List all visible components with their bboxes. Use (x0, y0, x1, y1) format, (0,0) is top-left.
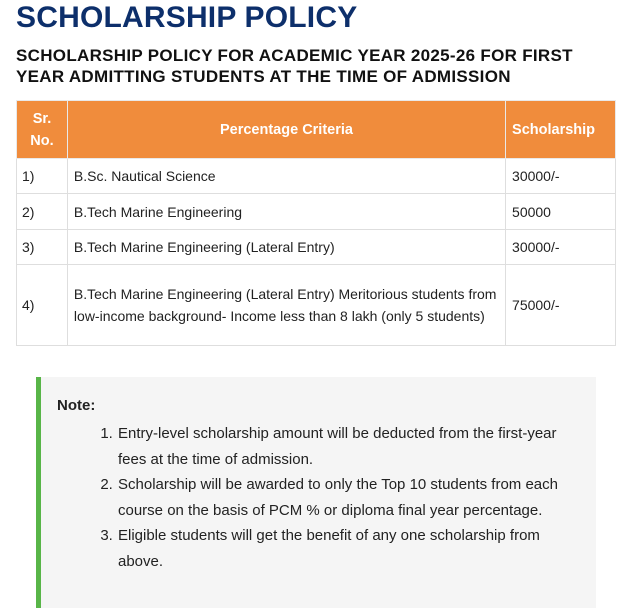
cell-scholarship: 50000 (506, 194, 616, 230)
cell-sr: 1) (17, 159, 68, 194)
note-item: 2. Scholarship will be awarded to only the Top 10 students from each course on the basis of PCM % or diploma final year percentage. (117, 472, 580, 523)
note-label: Note: (57, 397, 96, 414)
cell-sr: 3) (17, 230, 68, 265)
cell-scholarship: 30000/- (506, 159, 616, 194)
cell-scholarship: 75000/- (506, 265, 616, 346)
table-header-row (17, 101, 616, 159)
scholarship-table (16, 100, 616, 346)
table-row (17, 230, 616, 265)
cell-scholarship: 30000/- (506, 230, 616, 265)
cell-sr: 4) (17, 265, 68, 346)
note-item: 1. Entry-level scholarship amount will be deducted from the first-year fees at the time of admission. (117, 421, 580, 472)
note-item: 3. Eligible students will get the benefit of any one scholarship from above. (117, 523, 580, 574)
table-row (17, 265, 616, 346)
cell-sr: 2) (17, 194, 68, 230)
cell-criteria: B.Sc. Nautical Science (67, 159, 505, 194)
page-title: SCHOLARSHIP POLICY (16, 1, 358, 34)
table-row (17, 194, 616, 230)
cell-criteria: B.Tech Marine Engineering (Lateral Entry) (67, 230, 505, 265)
note-list (57, 421, 580, 574)
page-subtitle: SCHOLARSHIP POLICY FOR ACADEMIC YEAR 2025-26 FOR FIRST YEAR ADMITTING STUDENTS AT THE TIME OF ADMISSION (16, 46, 573, 86)
cell-criteria: B.Tech Marine Engineering (Lateral Entry) Meritorious students from low-income background- Income less than 8 lakh (only 5 students) (67, 265, 505, 346)
header-percentage-criteria: Percentage Criteria (67, 101, 505, 159)
header-sr-no: Sr. No. (17, 101, 68, 159)
note-box (36, 377, 596, 608)
cell-criteria: B.Tech Marine Engineering (67, 194, 505, 230)
header-scholarship: Scholarship (506, 101, 616, 159)
table-row (17, 159, 616, 194)
